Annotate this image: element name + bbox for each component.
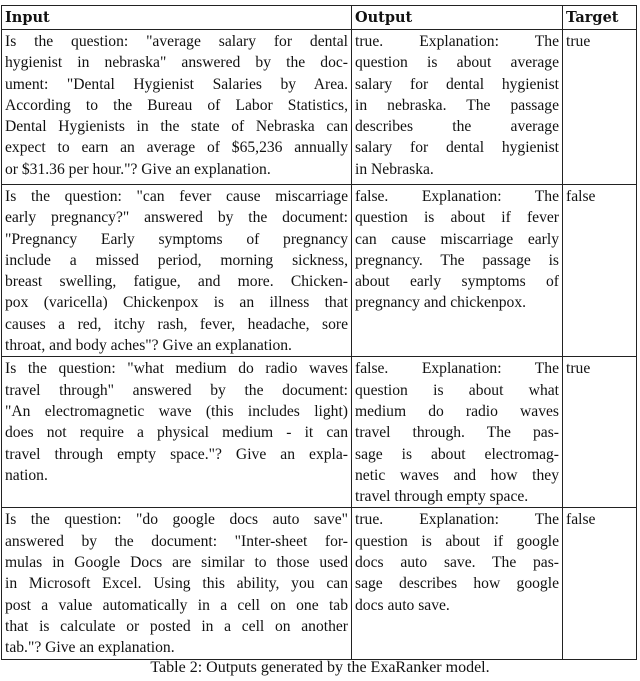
output-line: false. Explanation: The (355, 188, 559, 205)
input-line: According to the Bureau of Labor Statistics, (5, 96, 348, 114)
header-output: Output (352, 6, 563, 30)
output-cell (352, 30, 563, 185)
output-line: salary for dental hygienist (355, 139, 559, 157)
output-cell (352, 508, 563, 660)
output-line: in nebraska. The passage (355, 96, 559, 114)
header-row (2, 6, 637, 30)
input-cell (2, 185, 352, 357)
input-line: ument: "Dental Hygienist Salaries by Area. (5, 75, 348, 93)
output-line: travel through. The pas- (355, 424, 559, 442)
output-line: travel through empty space. (355, 488, 529, 506)
table-row (2, 30, 637, 185)
input-line: in Microsoft Excel. Using this ability, you can (5, 575, 348, 593)
input-line: breast swelling, fatigue, and more. Chicken- (5, 273, 348, 291)
input-line: post a value automatically in a cell on one tab (5, 596, 348, 614)
input-line: nation. (5, 466, 48, 484)
input-line: travel through empty space."? Give an expla- (5, 445, 348, 463)
output-cell (352, 185, 563, 357)
output-line: sage describes how google (355, 575, 559, 593)
input-line: travel through" answered by the document: (5, 381, 348, 399)
table-row (2, 508, 637, 660)
output-line: false. Explanation: The (355, 360, 559, 378)
table-row (2, 185, 637, 357)
input-line: mulas in Google Docs are similar to those used (5, 554, 348, 572)
output-line: describes the average (355, 118, 559, 136)
header-input: Input (2, 6, 352, 30)
output-line: sage is about electromag- (355, 445, 559, 463)
input-line: throat, and body aches"? Give an explanation. (5, 337, 292, 355)
output-line: in Nebraska. (355, 160, 434, 178)
input-line: causes a red, itchy rash, fever, headache, sore (5, 315, 348, 333)
output-line: question is about what (355, 381, 559, 399)
output-line: question is about if fever (355, 209, 559, 227)
output-line: question is about average (355, 54, 559, 72)
output-line: about early symptoms of (355, 273, 559, 291)
input-line: answered by the document: "Inter-sheet for- (5, 532, 348, 550)
output-line: can cause miscarriage early (355, 230, 559, 248)
input-line: Dental Hygienists in the state of Nebraska can (5, 118, 348, 136)
output-line: salary for dental hygienist (355, 75, 559, 93)
input-line: or $31.36 per hour."? Give an explanation. (5, 160, 271, 178)
input-line: Is the question: "do google docs auto save" (5, 511, 348, 529)
output-line: true. Explanation: The (355, 33, 559, 50)
input-line: "An electromagnetic wave (this includes light) (5, 402, 348, 420)
target-cell: false (563, 508, 637, 660)
target-cell: true (563, 30, 637, 185)
output-cell (352, 357, 563, 508)
table-caption: Table 2: Outputs generated by the ExaRanker model. (150, 659, 490, 676)
input-line: early pregnancy?" answered by the document: (5, 209, 348, 227)
input-cell (2, 357, 352, 508)
input-line: that is calculate or posted in a cell on another (5, 617, 348, 635)
input-line: Is the question: "can fever cause miscarriage (5, 188, 348, 205)
input-line: tab."? Give an explanation. (5, 639, 175, 657)
input-line: "Pregnancy Early symptoms of pregnancy (5, 230, 348, 248)
output-line: medium do radio waves (355, 402, 559, 420)
output-line: netic waves and how they (355, 466, 559, 484)
input-line: expect to earn an average of $65,236 annually (5, 139, 348, 157)
input-line: Is the question: "average salary for dental (5, 33, 348, 50)
input-line: include a missed period, morning sickness, (5, 251, 348, 269)
outputs-table (1, 5, 637, 660)
output-line: pregnancy and chickenpox. (355, 294, 527, 312)
output-line: true. Explanation: The (355, 511, 559, 529)
input-line: hygienist in nebraska" answered by the doc- (5, 54, 348, 72)
output-line: pregnancy. The passage is (355, 251, 559, 269)
input-line: does not require a physical medium - it can (5, 424, 348, 442)
target-cell: true (563, 357, 637, 508)
input-line: pox (varicella) Chickenpox is an illness that (5, 294, 348, 312)
output-line: docs auto save. The pas- (355, 554, 559, 572)
input-line: Is the question: "what medium do radio waves (5, 360, 348, 378)
output-line: docs auto save. (355, 596, 450, 614)
input-cell (2, 508, 352, 660)
table-row (2, 357, 637, 508)
input-cell (2, 30, 352, 185)
target-cell: false (563, 185, 637, 357)
output-line: question is about if google (355, 532, 559, 550)
header-target: Target (563, 6, 637, 30)
